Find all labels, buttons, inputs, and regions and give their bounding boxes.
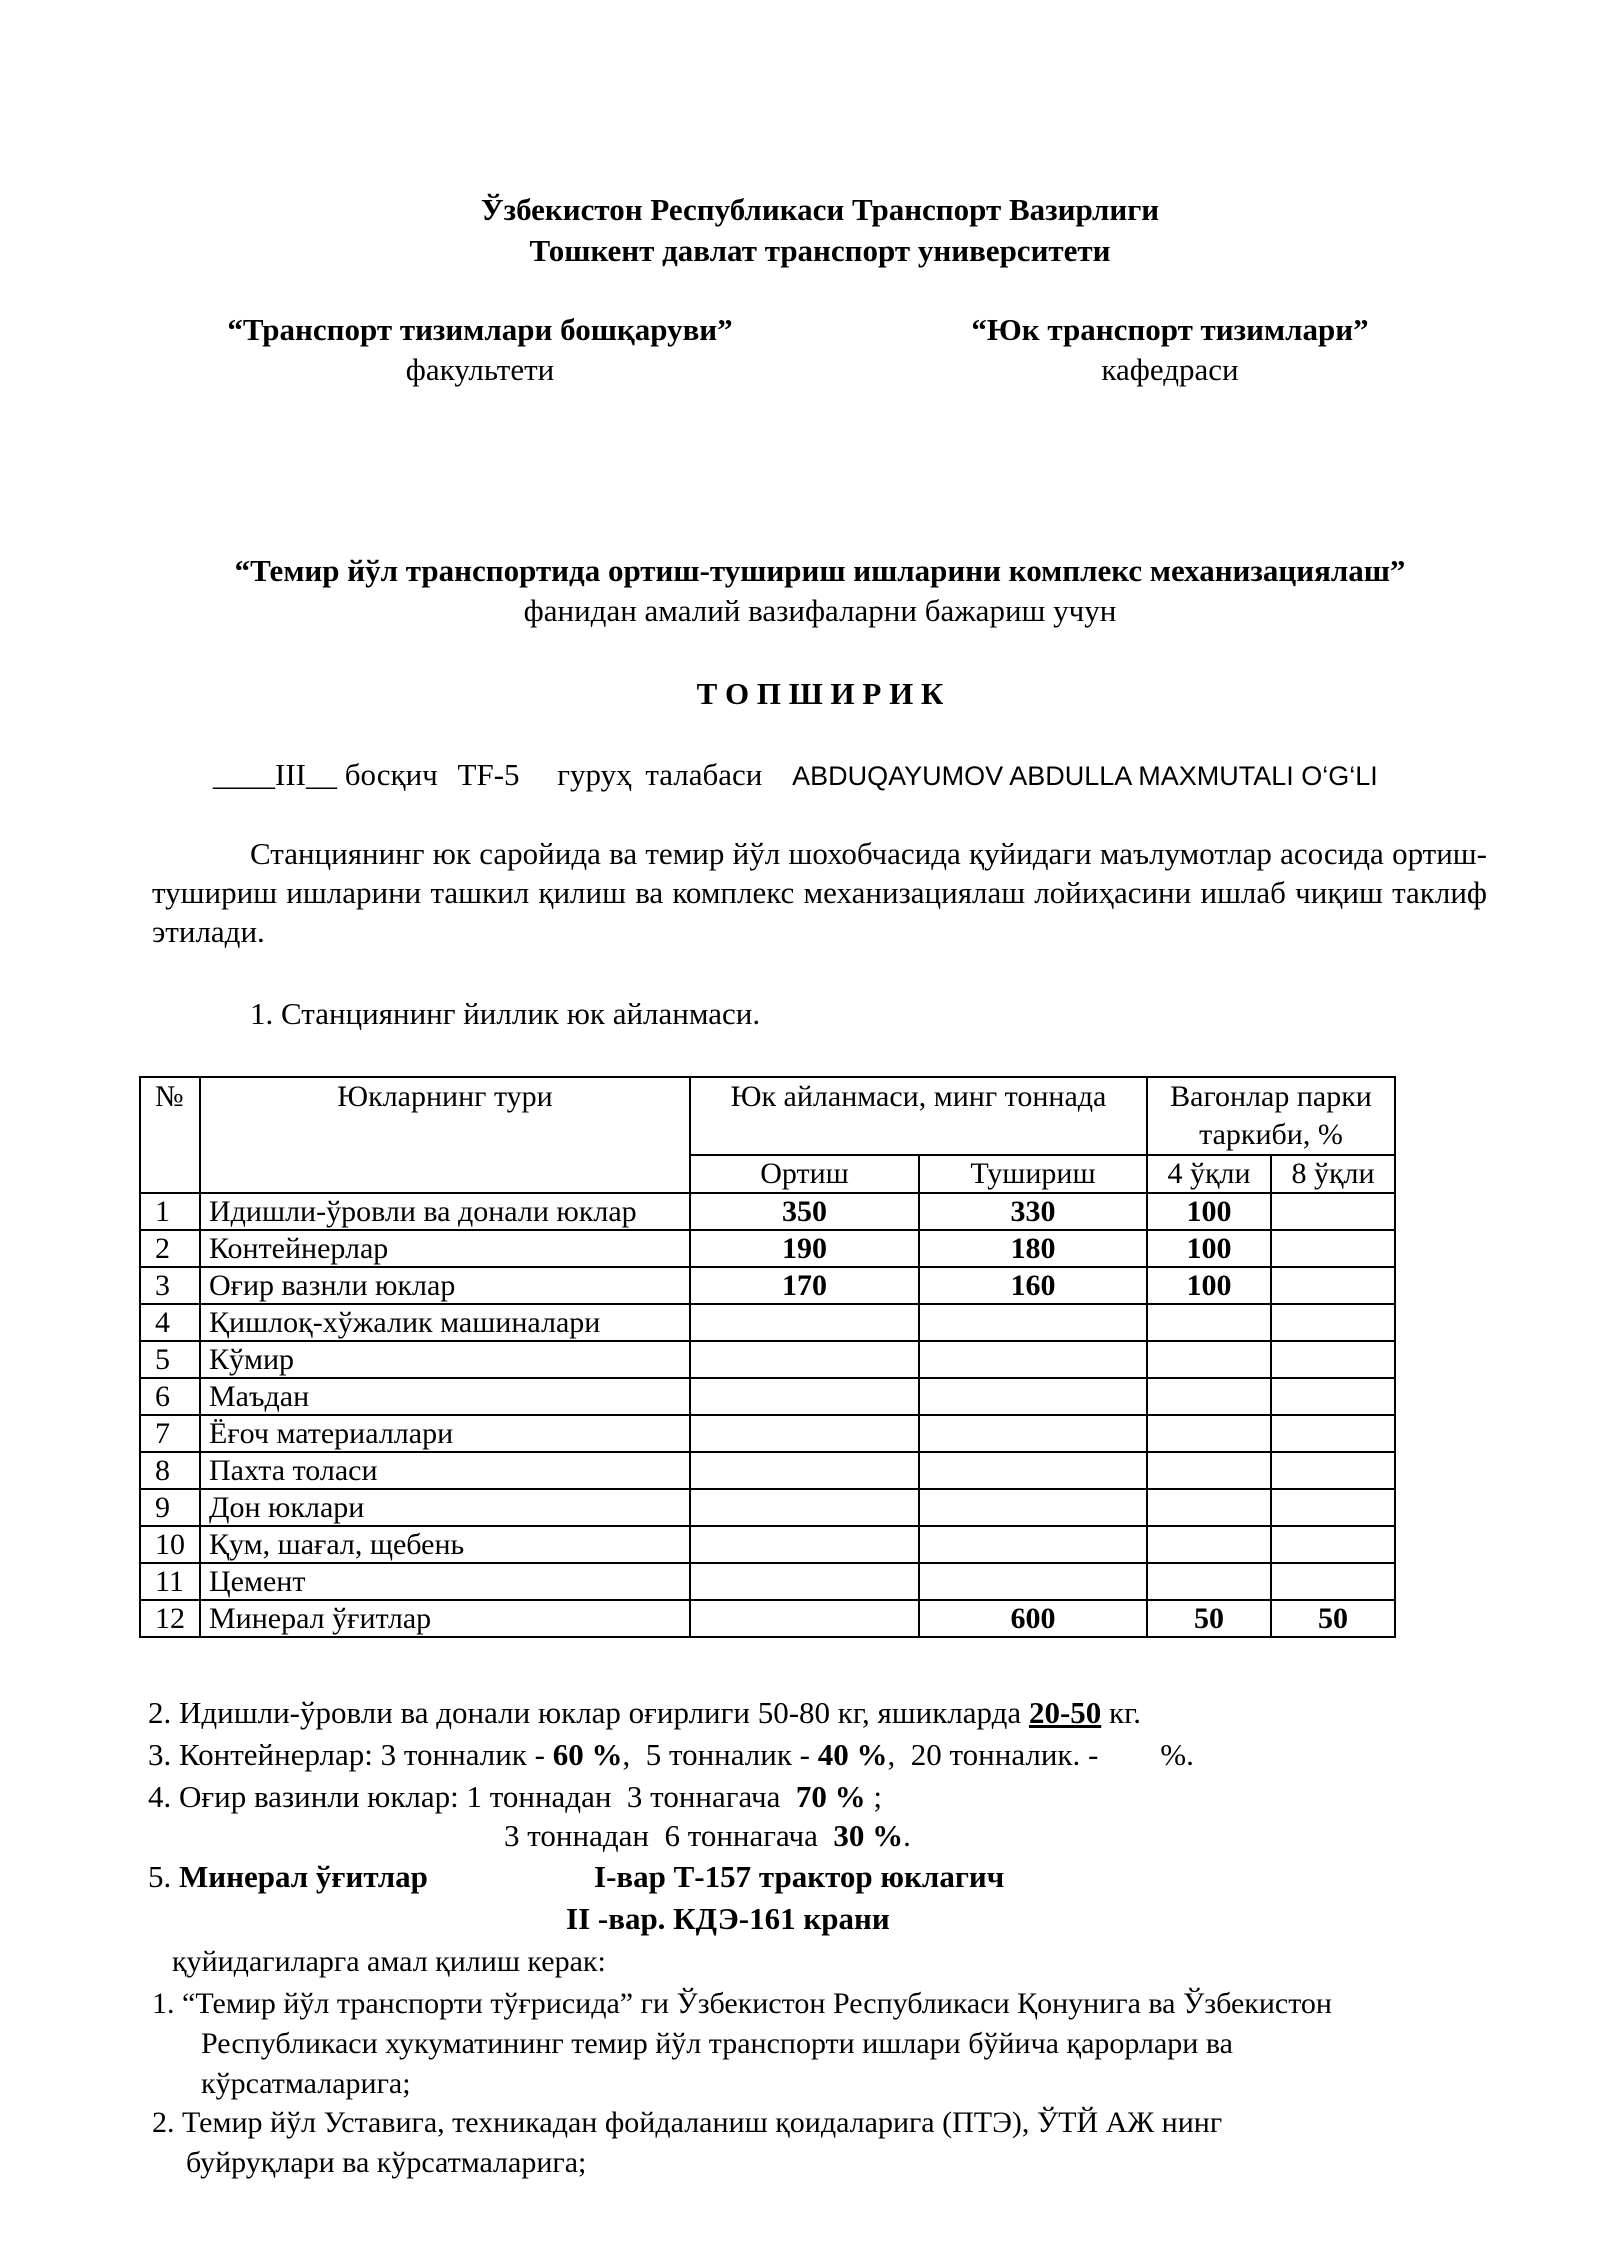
axle8-value (1271, 1378, 1395, 1415)
cargo-type: Идишли-ўровли ва донали юклар (200, 1193, 690, 1230)
cargo-type: Минерал ўғитлар (200, 1600, 690, 1637)
group-label: гуруҳ (557, 757, 632, 792)
requirement-2-line-2: буйруқлари ва кўрсатмаларига; (186, 2146, 587, 2179)
cargo-type: Қишлоқ-хўжалик машиналари (200, 1304, 690, 1341)
note-2-text: 2. Идишли-ўровли ва донали юклар оғирлиги 50-80 кг, яшикларда (148, 1695, 1022, 1730)
loading-value (690, 1452, 919, 1489)
note-3-value-b: 40 % (817, 1737, 888, 1772)
unloading-value (919, 1341, 1147, 1378)
note-4-end-a: ; (865, 1779, 882, 1814)
axle4-value: 50 (1147, 1600, 1271, 1637)
axle4-value: 100 (1147, 1193, 1271, 1230)
subject-title: “Темир йўл транспортида ортиш-тушириш ишларини комплекс механизациялаш” (234, 553, 1406, 588)
loading-value: 170 (690, 1267, 919, 1304)
cargo-turnover-table (139, 1076, 1396, 1638)
department-label: кафедраси (1101, 352, 1239, 387)
row-number: 11 (140, 1563, 200, 1600)
unloading-value: 330 (919, 1193, 1147, 1230)
table-row (140, 1230, 1395, 1267)
faculty-name: “Транспорт тизимлари бошқаруви” (227, 312, 733, 347)
unloading-value (919, 1304, 1147, 1341)
axle8-value (1271, 1526, 1395, 1563)
row-number: 2 (140, 1230, 200, 1267)
row-number: 3 (140, 1267, 200, 1304)
table-row (140, 1526, 1395, 1563)
note-4-line-1 (148, 1779, 882, 1815)
row-number: 8 (140, 1452, 200, 1489)
header-wagons: Вагонлар парки таркиби, % (1147, 1077, 1395, 1155)
note-2 (148, 1695, 1141, 1731)
table-row (140, 1304, 1395, 1341)
note-5-variant-2: II -вар. КДЭ-161 крани (566, 1901, 890, 1936)
cargo-type: Контейнерлар (200, 1230, 690, 1267)
note-3-part-b: , 5 тонналик - (622, 1737, 810, 1772)
unloading-value (919, 1378, 1147, 1415)
row-number: 7 (140, 1415, 200, 1452)
axle8-value: 50 (1271, 1600, 1395, 1637)
row-number: 9 (140, 1489, 200, 1526)
table-row (140, 1563, 1395, 1600)
axle8-value (1271, 1489, 1395, 1526)
header-num: № (140, 1077, 200, 1193)
note-3-part-a: 3. Контейнерлар: 3 тонналик - (148, 1737, 545, 1772)
axle4-value (1147, 1489, 1271, 1526)
loading-value (690, 1378, 919, 1415)
axle4-value (1147, 1415, 1271, 1452)
note-3-part-c: , 20 тонналик. - %. (887, 1737, 1194, 1772)
loading-value: 190 (690, 1230, 919, 1267)
note-5-variant-1: I-вар Т-157 трактор юклагич (594, 1859, 1005, 1894)
table-row (140, 1378, 1395, 1415)
note-4-value-a: 70 % (795, 1779, 866, 1814)
university-heading: Тошкент давлат транспорт университети (529, 233, 1111, 268)
loading-value: 350 (690, 1193, 919, 1230)
loading-value (690, 1489, 919, 1526)
cargo-type: Ёғоч материаллари (200, 1415, 690, 1452)
header-loading: Ортиш (690, 1155, 919, 1193)
axle4-value (1147, 1341, 1271, 1378)
axle8-value (1271, 1267, 1395, 1304)
loading-value (690, 1526, 919, 1563)
axle4-value (1147, 1526, 1271, 1563)
axle4-value: 100 (1147, 1267, 1271, 1304)
note-5 (148, 1859, 428, 1895)
unloading-value (919, 1415, 1147, 1452)
cargo-type: Қум, шағал, щебень (200, 1526, 690, 1563)
intro-text: Станциянинг юк саройида ва темир йўл шохобчасида қуйидаги маълумотлар асосида ортиш-тушириш ишларини ташкил қилиш ва комплекс механизациялаш лойиҳасини ишлаб чиқиш таклиф этилади. (152, 836, 1487, 949)
unloading-value: 600 (919, 1600, 1147, 1637)
student-label: талабаси (645, 757, 763, 792)
cargo-type: Пахта толаси (200, 1452, 690, 1489)
cargo-type: Цемент (200, 1563, 690, 1600)
table-row (140, 1489, 1395, 1526)
header-cargo-type: Юкларнинг тури (200, 1077, 690, 1193)
axle8-value (1271, 1230, 1395, 1267)
student-line (213, 757, 1378, 793)
document-title: Т О П Ш И Р И К (696, 676, 944, 711)
axle8-value (1271, 1304, 1395, 1341)
subject-subtitle: фанидан амалий вазифаларни бажариш учун (523, 593, 1117, 628)
unloading-value (919, 1452, 1147, 1489)
cargo-type: Маъдан (200, 1378, 690, 1415)
unloading-value (919, 1489, 1147, 1526)
unloading-value (919, 1526, 1147, 1563)
note-4-part-a: 4. Оғир вазинли юклар: 1 тоннадан 3 тоннагача (148, 1779, 781, 1814)
row-number: 12 (140, 1600, 200, 1637)
requirement-1-line-2: Республикаси хукуматининг темир йўл транспорти ишлари бўйича қарорлари ва (201, 2027, 1233, 2060)
unloading-value (919, 1563, 1147, 1600)
note-2-unit: кг. (1109, 1695, 1142, 1730)
cargo-type: Оғир вазнли юклар (200, 1267, 690, 1304)
header-8-axle: 8 ўқли (1271, 1155, 1395, 1193)
row-number: 5 (140, 1341, 200, 1378)
requirement-1-line-3: кўрсатмаларига; (201, 2067, 411, 2100)
note-4-value-b: 30 % (833, 1818, 904, 1853)
row-number: 1 (140, 1193, 200, 1230)
note-3-value-a: 60 % (552, 1737, 623, 1772)
loading-value (690, 1341, 919, 1378)
unloading-value: 160 (919, 1267, 1147, 1304)
requirement-1-line-1: 1. “Темир йўл транспорти тўғрисида” ги Ўзбекистон Республикаси Қонунига ва Ўзбекистон (152, 1987, 1332, 2020)
header-turnover: Юк айланмаси, минг тоннада (690, 1077, 1147, 1155)
axle4-value (1147, 1378, 1271, 1415)
cargo-type: Кўмир (200, 1341, 690, 1378)
header-4-axle: 4 ўқли (1147, 1155, 1271, 1193)
note-4-line-2 (504, 1818, 911, 1854)
note-5-label: Минерал ўғитлар (179, 1859, 428, 1894)
row-number: 4 (140, 1304, 200, 1341)
loading-value (690, 1415, 919, 1452)
table-row (140, 1600, 1395, 1637)
student-name: ABDUQAYUMOV ABDULLA MAXMUTALI O‘G‘LI (792, 761, 1378, 791)
loading-value (690, 1600, 919, 1637)
loading-value (690, 1304, 919, 1341)
group-code: TF-5 (457, 757, 520, 792)
table-row (140, 1193, 1395, 1230)
department-name: “Юк транспорт тизимлари” (971, 312, 1369, 347)
row-number: 6 (140, 1378, 200, 1415)
ministry-heading: Ўзбекистон Республикаси Транспорт Вазирлиги (480, 192, 1160, 227)
intro-paragraph (152, 834, 1487, 951)
axle8-value (1271, 1415, 1395, 1452)
header-unloading: Тушириш (919, 1155, 1147, 1193)
note-2-value: 20-50 (1028, 1695, 1102, 1730)
requirements-intro: қуйидагиларга амал қилиш керак: (172, 1945, 606, 1978)
axle4-value (1147, 1304, 1271, 1341)
axle4-value (1147, 1563, 1271, 1600)
table-row (140, 1452, 1395, 1489)
stage-text: ____III__ босқич (213, 757, 438, 792)
row-number: 10 (140, 1526, 200, 1563)
axle4-value: 100 (1147, 1230, 1271, 1267)
requirement-2-line-1: 2. Темир йўл Уставига, техникадан фойдаланиш қоидаларига (ПТЭ), ЎТЙ АЖ нинг (152, 2106, 1223, 2139)
item-1-heading: 1. Станциянинг йиллик юк айланмаси. (250, 996, 761, 1031)
note-5-number: 5. (148, 1859, 172, 1894)
axle8-value (1271, 1452, 1395, 1489)
axle8-value (1271, 1193, 1395, 1230)
axle4-value (1147, 1452, 1271, 1489)
axle8-value (1271, 1563, 1395, 1600)
table-row (140, 1415, 1395, 1452)
note-4-end-b: . (903, 1818, 911, 1853)
unloading-value: 180 (919, 1230, 1147, 1267)
loading-value (690, 1563, 919, 1600)
axle8-value (1271, 1341, 1395, 1378)
table-row (140, 1341, 1395, 1378)
note-3 (148, 1737, 1194, 1773)
note-4-part-b: 3 тоннадан 6 тоннагача (504, 1818, 818, 1853)
cargo-type: Дон юклари (200, 1489, 690, 1526)
faculty-label: факультети (405, 352, 555, 387)
table-row (140, 1267, 1395, 1304)
